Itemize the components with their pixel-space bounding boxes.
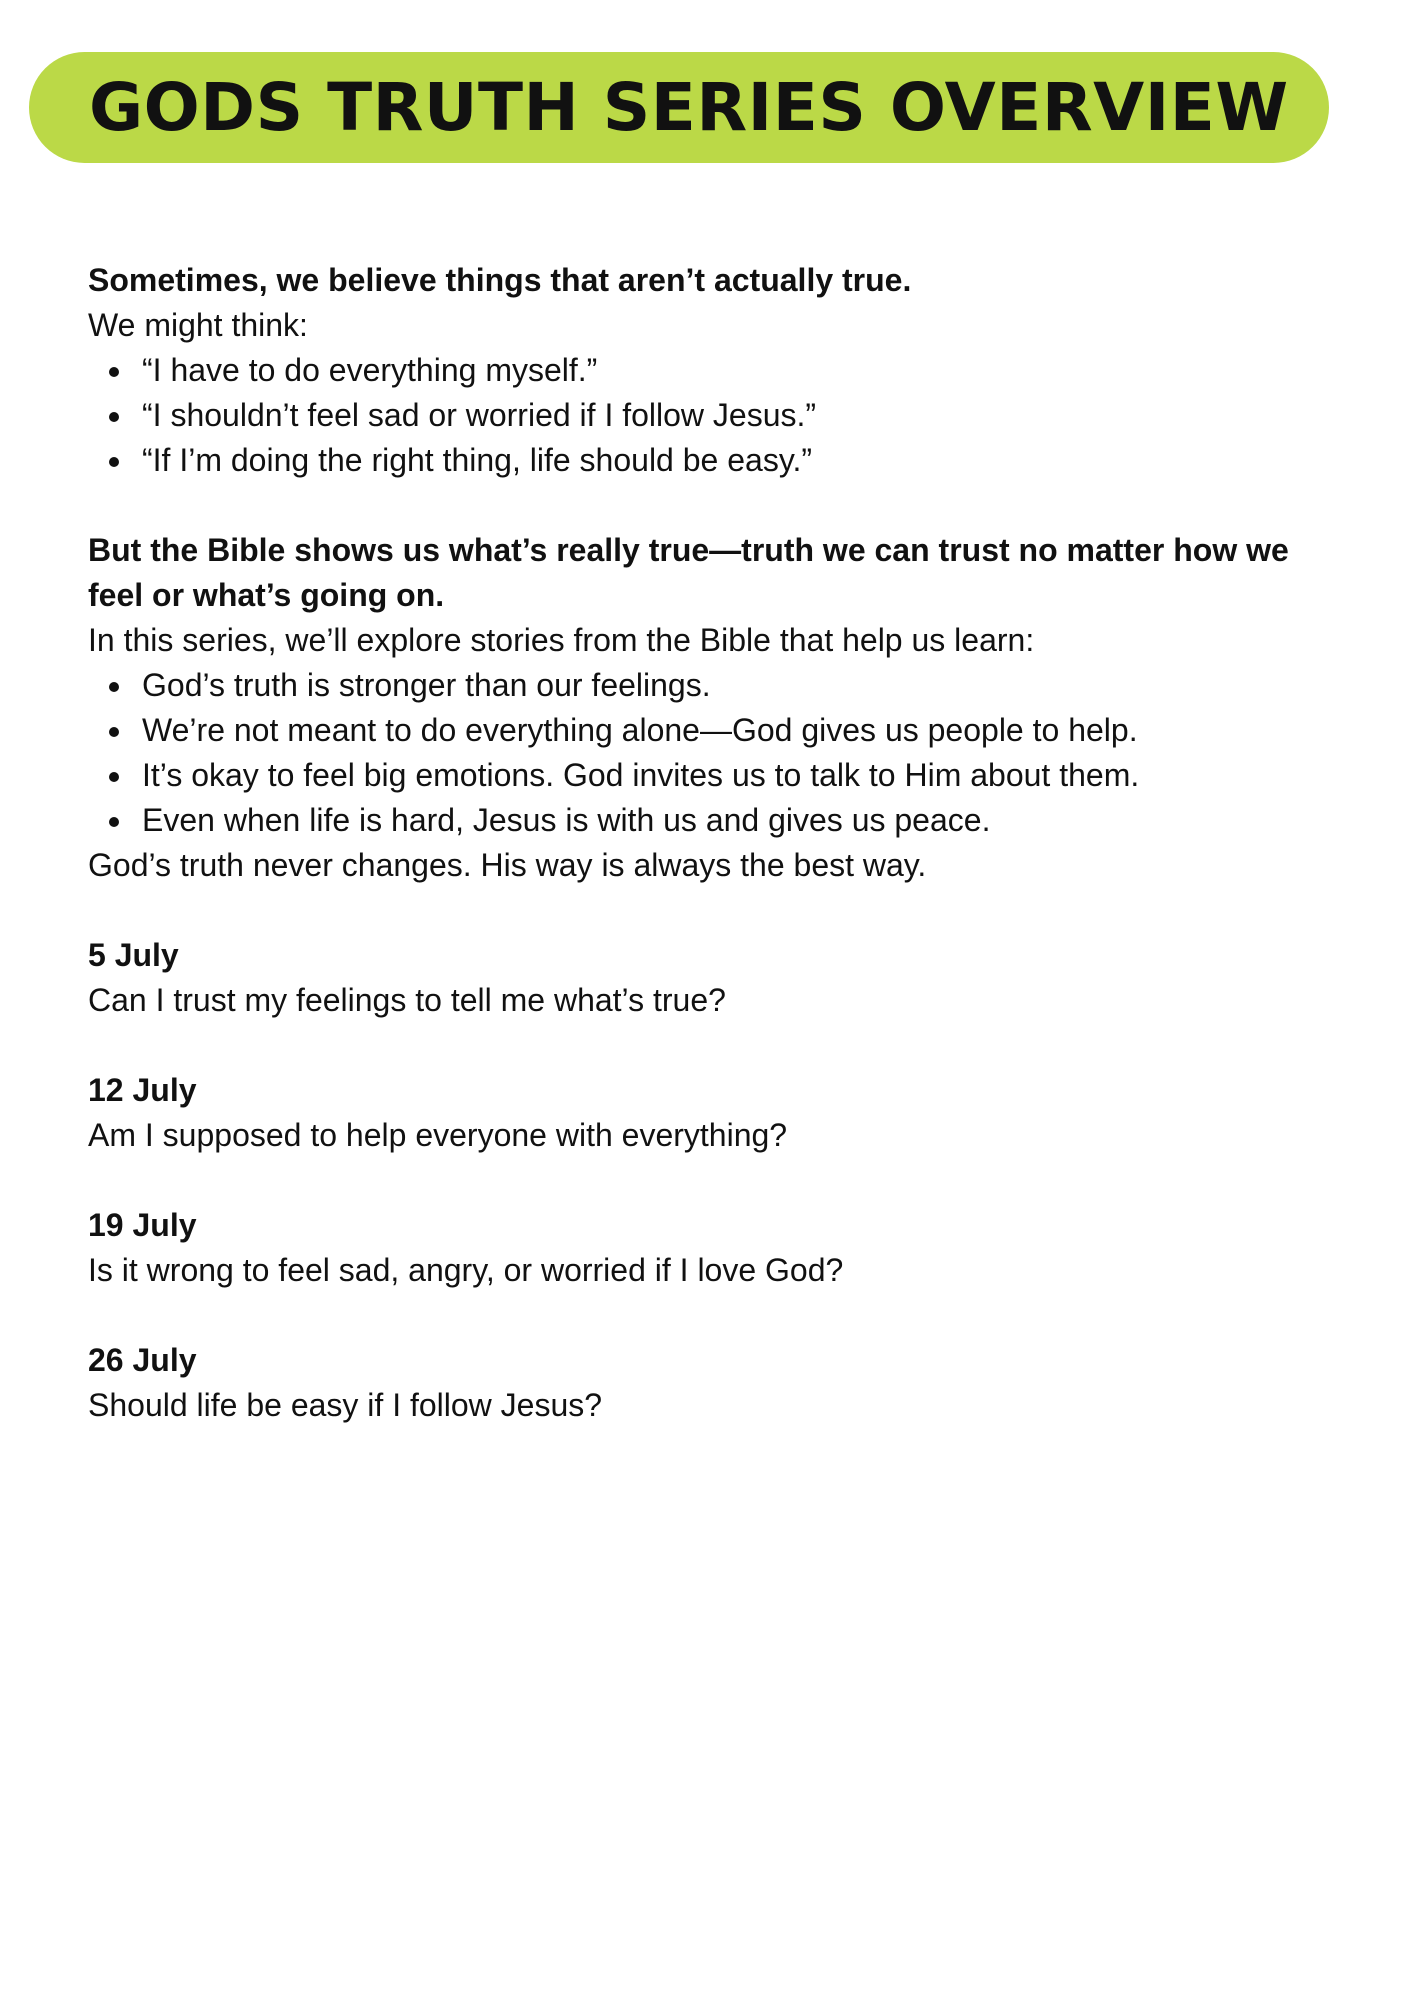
schedule-week-2: [88, 1068, 1308, 1158]
schedule-week-1: [88, 933, 1308, 1023]
truth-lead: In this series, we’ll explore stories from the Bible that help us learn:: [88, 622, 1035, 658]
list-item: “I shouldn’t feel sad or worried if I follow Jesus.”: [142, 393, 1308, 438]
intro-heading: Sometimes, we believe things that aren’t actually true.: [88, 262, 912, 298]
list-item: God’s truth is stronger than our feelings.: [142, 663, 1308, 708]
schedule-date: 26 July: [88, 1342, 197, 1378]
truth-closing: God’s truth never changes. His way is always the best way.: [88, 847, 927, 883]
schedule-question: Is it wrong to feel sad, angry, or worried if I love God?: [88, 1252, 844, 1288]
schedule-date: 19 July: [88, 1207, 197, 1243]
schedule-question: Should life be easy if I follow Jesus?: [88, 1387, 603, 1423]
list-item: It’s okay to feel big emotions. God invites us to talk to Him about them.: [142, 753, 1308, 798]
schedule-date: 5 July: [88, 937, 179, 973]
truth-heading: But the Bible shows us what’s really true—truth we can trust no matter how we feel or what’s going on.: [88, 532, 1289, 613]
title-banner: [29, 52, 1329, 163]
schedule-date: 12 July: [88, 1072, 197, 1108]
page-title: GODS TRUTH SERIES OVERVIEW: [89, 68, 1289, 146]
list-item: “If I’m doing the right thing, life should be easy.”: [142, 438, 1308, 483]
intro-lead: We might think:: [88, 307, 308, 343]
schedule-week-4: [88, 1338, 1308, 1428]
schedule-question: Can I trust my feelings to tell me what’s true?: [88, 982, 726, 1018]
overview-content: [88, 258, 1308, 1473]
truth-section: [88, 528, 1308, 888]
list-item: “I have to do everything myself.”: [142, 348, 1308, 393]
intro-section: [88, 258, 1308, 483]
schedule-week-3: [88, 1203, 1308, 1293]
truth-points-list: [88, 663, 1308, 843]
list-item: Even when life is hard, Jesus is with us and gives us peace.: [142, 798, 1308, 843]
schedule-question: Am I supposed to help everyone with everything?: [88, 1117, 788, 1153]
list-item: We’re not meant to do everything alone—God gives us people to help.: [142, 708, 1308, 753]
beliefs-list: [88, 348, 1308, 483]
